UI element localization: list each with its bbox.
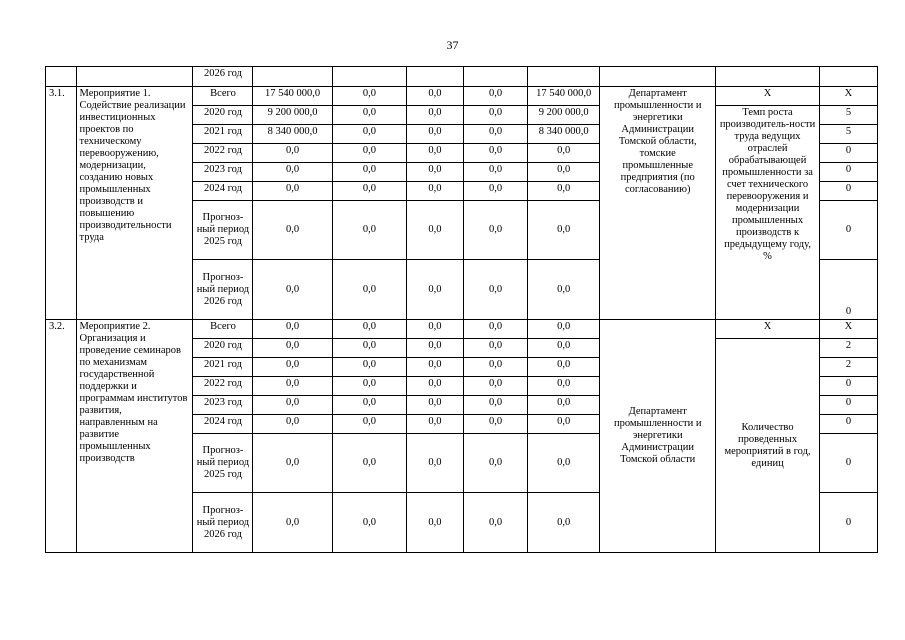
value-cell: 0,0	[407, 415, 464, 434]
table-cell	[46, 67, 77, 87]
value-cell: 0,0	[463, 320, 527, 339]
value-cell: 0,0	[528, 320, 600, 339]
indicator-value: X	[819, 87, 877, 106]
indicator-value: 2	[819, 358, 877, 377]
section-title: Мероприятие 2. Организация и проведение семинаров по механизмам государственной поддержки и программам институтов развития, направленным на развитие промышленных производств	[76, 320, 193, 553]
value-cell: 0,0	[407, 396, 464, 415]
value-cell: 0,0	[528, 434, 600, 493]
table-cell	[253, 67, 332, 87]
value-cell: 0,0	[463, 415, 527, 434]
indicator-value: 2	[819, 339, 877, 358]
indicator-total: X	[716, 320, 820, 339]
value-cell: 0,0	[528, 182, 600, 201]
value-cell: 0,0	[463, 260, 527, 320]
value-cell: 0,0	[253, 415, 332, 434]
value-cell: 0,0	[528, 358, 600, 377]
value-cell: 0,0	[253, 377, 332, 396]
executor-cell: Департамент промышленности и энергетики Администрации Томской области, томские промышленные предприятия (по согласованию)	[600, 87, 716, 320]
period-cell: 2024 год	[193, 415, 253, 434]
value-cell: 0,0	[528, 377, 600, 396]
budget-table	[45, 66, 878, 553]
period-cell: 2020 год	[193, 106, 253, 125]
period-cell: Всего	[193, 87, 253, 106]
table-cell	[528, 67, 600, 87]
value-cell: 0,0	[528, 260, 600, 320]
value-cell: 9 200 000,0	[528, 106, 600, 125]
table-cell	[332, 67, 406, 87]
period-cell: Всего	[193, 320, 253, 339]
value-cell: 0,0	[528, 396, 600, 415]
value-cell: 0,0	[463, 163, 527, 182]
table-row	[46, 320, 878, 339]
value-cell: 0,0	[528, 201, 600, 260]
value-cell: 0,0	[332, 182, 406, 201]
table-cell	[819, 67, 877, 87]
indicator-value: 0	[819, 163, 877, 182]
value-cell: 0,0	[528, 163, 600, 182]
table-cell	[407, 67, 464, 87]
value-cell: 0,0	[332, 320, 406, 339]
indicator-value: 0	[819, 396, 877, 415]
value-cell: 0,0	[332, 493, 406, 553]
indicator-name: Количество проведенных мероприятий в год, единиц	[716, 339, 820, 553]
period-cell: 2022 год	[193, 377, 253, 396]
value-cell: 0,0	[463, 182, 527, 201]
value-cell: 0,0	[528, 339, 600, 358]
indicator-name: Темп роста производитель-ности труда ведущих отраслей обрабатывающей промышленности за счет технического перевооружения и модернизации промышленных производств к предыдущему году, %	[716, 106, 820, 320]
value-cell: 0,0	[463, 493, 527, 553]
value-cell: 0,0	[528, 144, 600, 163]
table-cell	[600, 67, 716, 87]
value-cell: 0,0	[407, 339, 464, 358]
value-cell: 0,0	[332, 163, 406, 182]
value-cell: 0,0	[407, 358, 464, 377]
value-cell: 0,0	[253, 358, 332, 377]
value-cell: 0,0	[253, 201, 332, 260]
period-cell: 2023 год	[193, 163, 253, 182]
value-cell: 0,0	[332, 358, 406, 377]
period-cell: Прогноз-ный период 2026 год	[193, 260, 253, 320]
value-cell: 8 340 000,0	[253, 125, 332, 144]
value-cell: 0,0	[332, 339, 406, 358]
value-cell: 0,0	[407, 260, 464, 320]
value-cell: 0,0	[463, 396, 527, 415]
value-cell: 0,0	[407, 377, 464, 396]
value-cell: 0,0	[253, 320, 332, 339]
value-cell: 0,0	[253, 396, 332, 415]
value-cell: 0,0	[407, 87, 464, 106]
table-row	[46, 87, 878, 106]
value-cell: 0,0	[463, 87, 527, 106]
section-title: Мероприятие 1. Содействие реализации инвестиционных проектов по техническому перевооружению, модернизации, созданию новых промышленных производств и повышению производительности труда	[76, 87, 193, 320]
period-cell: Прогноз-ный период 2025 год	[193, 201, 253, 260]
indicator-value: 0	[819, 182, 877, 201]
value-cell: 0,0	[253, 434, 332, 493]
value-cell: 9 200 000,0	[253, 106, 332, 125]
period-cell: 2023 год	[193, 396, 253, 415]
indicator-value: 0	[819, 260, 877, 320]
period-cell: 2021 год	[193, 125, 253, 144]
period-cell: 2024 год	[193, 182, 253, 201]
value-cell: 0,0	[332, 125, 406, 144]
value-cell: 0,0	[528, 493, 600, 553]
value-cell: 0,0	[407, 434, 464, 493]
period-cell: Прогноз-ный период 2025 год	[193, 434, 253, 493]
indicator-value: 0	[819, 434, 877, 493]
value-cell: 0,0	[253, 163, 332, 182]
value-cell: 0,0	[332, 144, 406, 163]
value-cell: 0,0	[332, 87, 406, 106]
value-cell: 0,0	[407, 493, 464, 553]
indicator-value: 0	[819, 201, 877, 260]
period-cell: Прогноз-ный период 2026 год	[193, 493, 253, 553]
value-cell: 0,0	[463, 377, 527, 396]
value-cell: 0,0	[463, 201, 527, 260]
period-cell: 2021 год	[193, 358, 253, 377]
value-cell: 0,0	[463, 339, 527, 358]
value-cell: 0,0	[332, 106, 406, 125]
value-cell: 0,0	[407, 106, 464, 125]
indicator-value: 5	[819, 125, 877, 144]
value-cell: 0,0	[253, 339, 332, 358]
value-cell: 0,0	[407, 163, 464, 182]
value-cell: 0,0	[332, 377, 406, 396]
value-cell: 8 340 000,0	[528, 125, 600, 144]
value-cell: 0,0	[463, 358, 527, 377]
value-cell: 0,0	[407, 182, 464, 201]
value-cell: 0,0	[463, 434, 527, 493]
value-cell: 17 540 000,0	[253, 87, 332, 106]
page-number: 37	[446, 38, 459, 52]
indicator-total: X	[716, 87, 820, 106]
value-cell: 0,0	[253, 182, 332, 201]
value-cell: 0,0	[253, 144, 332, 163]
table-cell	[76, 67, 193, 87]
indicator-value: 0	[819, 144, 877, 163]
period-cell: 2022 год	[193, 144, 253, 163]
indicator-value: 0	[819, 415, 877, 434]
period-cell: 2020 год	[193, 339, 253, 358]
indicator-value: 0	[819, 493, 877, 553]
value-cell: 0,0	[463, 144, 527, 163]
indicator-value: 5	[819, 106, 877, 125]
value-cell: 0,0	[463, 125, 527, 144]
value-cell: 0,0	[332, 396, 406, 415]
table-cell	[463, 67, 527, 87]
value-cell: 0,0	[407, 320, 464, 339]
value-cell: 0,0	[332, 201, 406, 260]
indicator-value: X	[819, 320, 877, 339]
value-cell: 0,0	[463, 106, 527, 125]
value-cell: 0,0	[407, 201, 464, 260]
section-number: 3.2.	[46, 320, 77, 553]
indicator-value: 0	[819, 377, 877, 396]
value-cell: 0,0	[528, 415, 600, 434]
executor-cell: Департамент промышленности и энергетики Администрации Томской области	[600, 320, 716, 553]
period-cell: 2026 год	[193, 67, 253, 87]
value-cell: 0,0	[332, 434, 406, 493]
value-cell: 0,0	[253, 493, 332, 553]
table-row	[46, 67, 878, 87]
value-cell: 0,0	[407, 144, 464, 163]
value-cell: 0,0	[253, 260, 332, 320]
value-cell: 0,0	[407, 125, 464, 144]
table-cell	[716, 67, 820, 87]
value-cell: 17 540 000,0	[528, 87, 600, 106]
value-cell: 0,0	[332, 260, 406, 320]
value-cell: 0,0	[332, 415, 406, 434]
section-number: 3.1.	[46, 87, 77, 320]
